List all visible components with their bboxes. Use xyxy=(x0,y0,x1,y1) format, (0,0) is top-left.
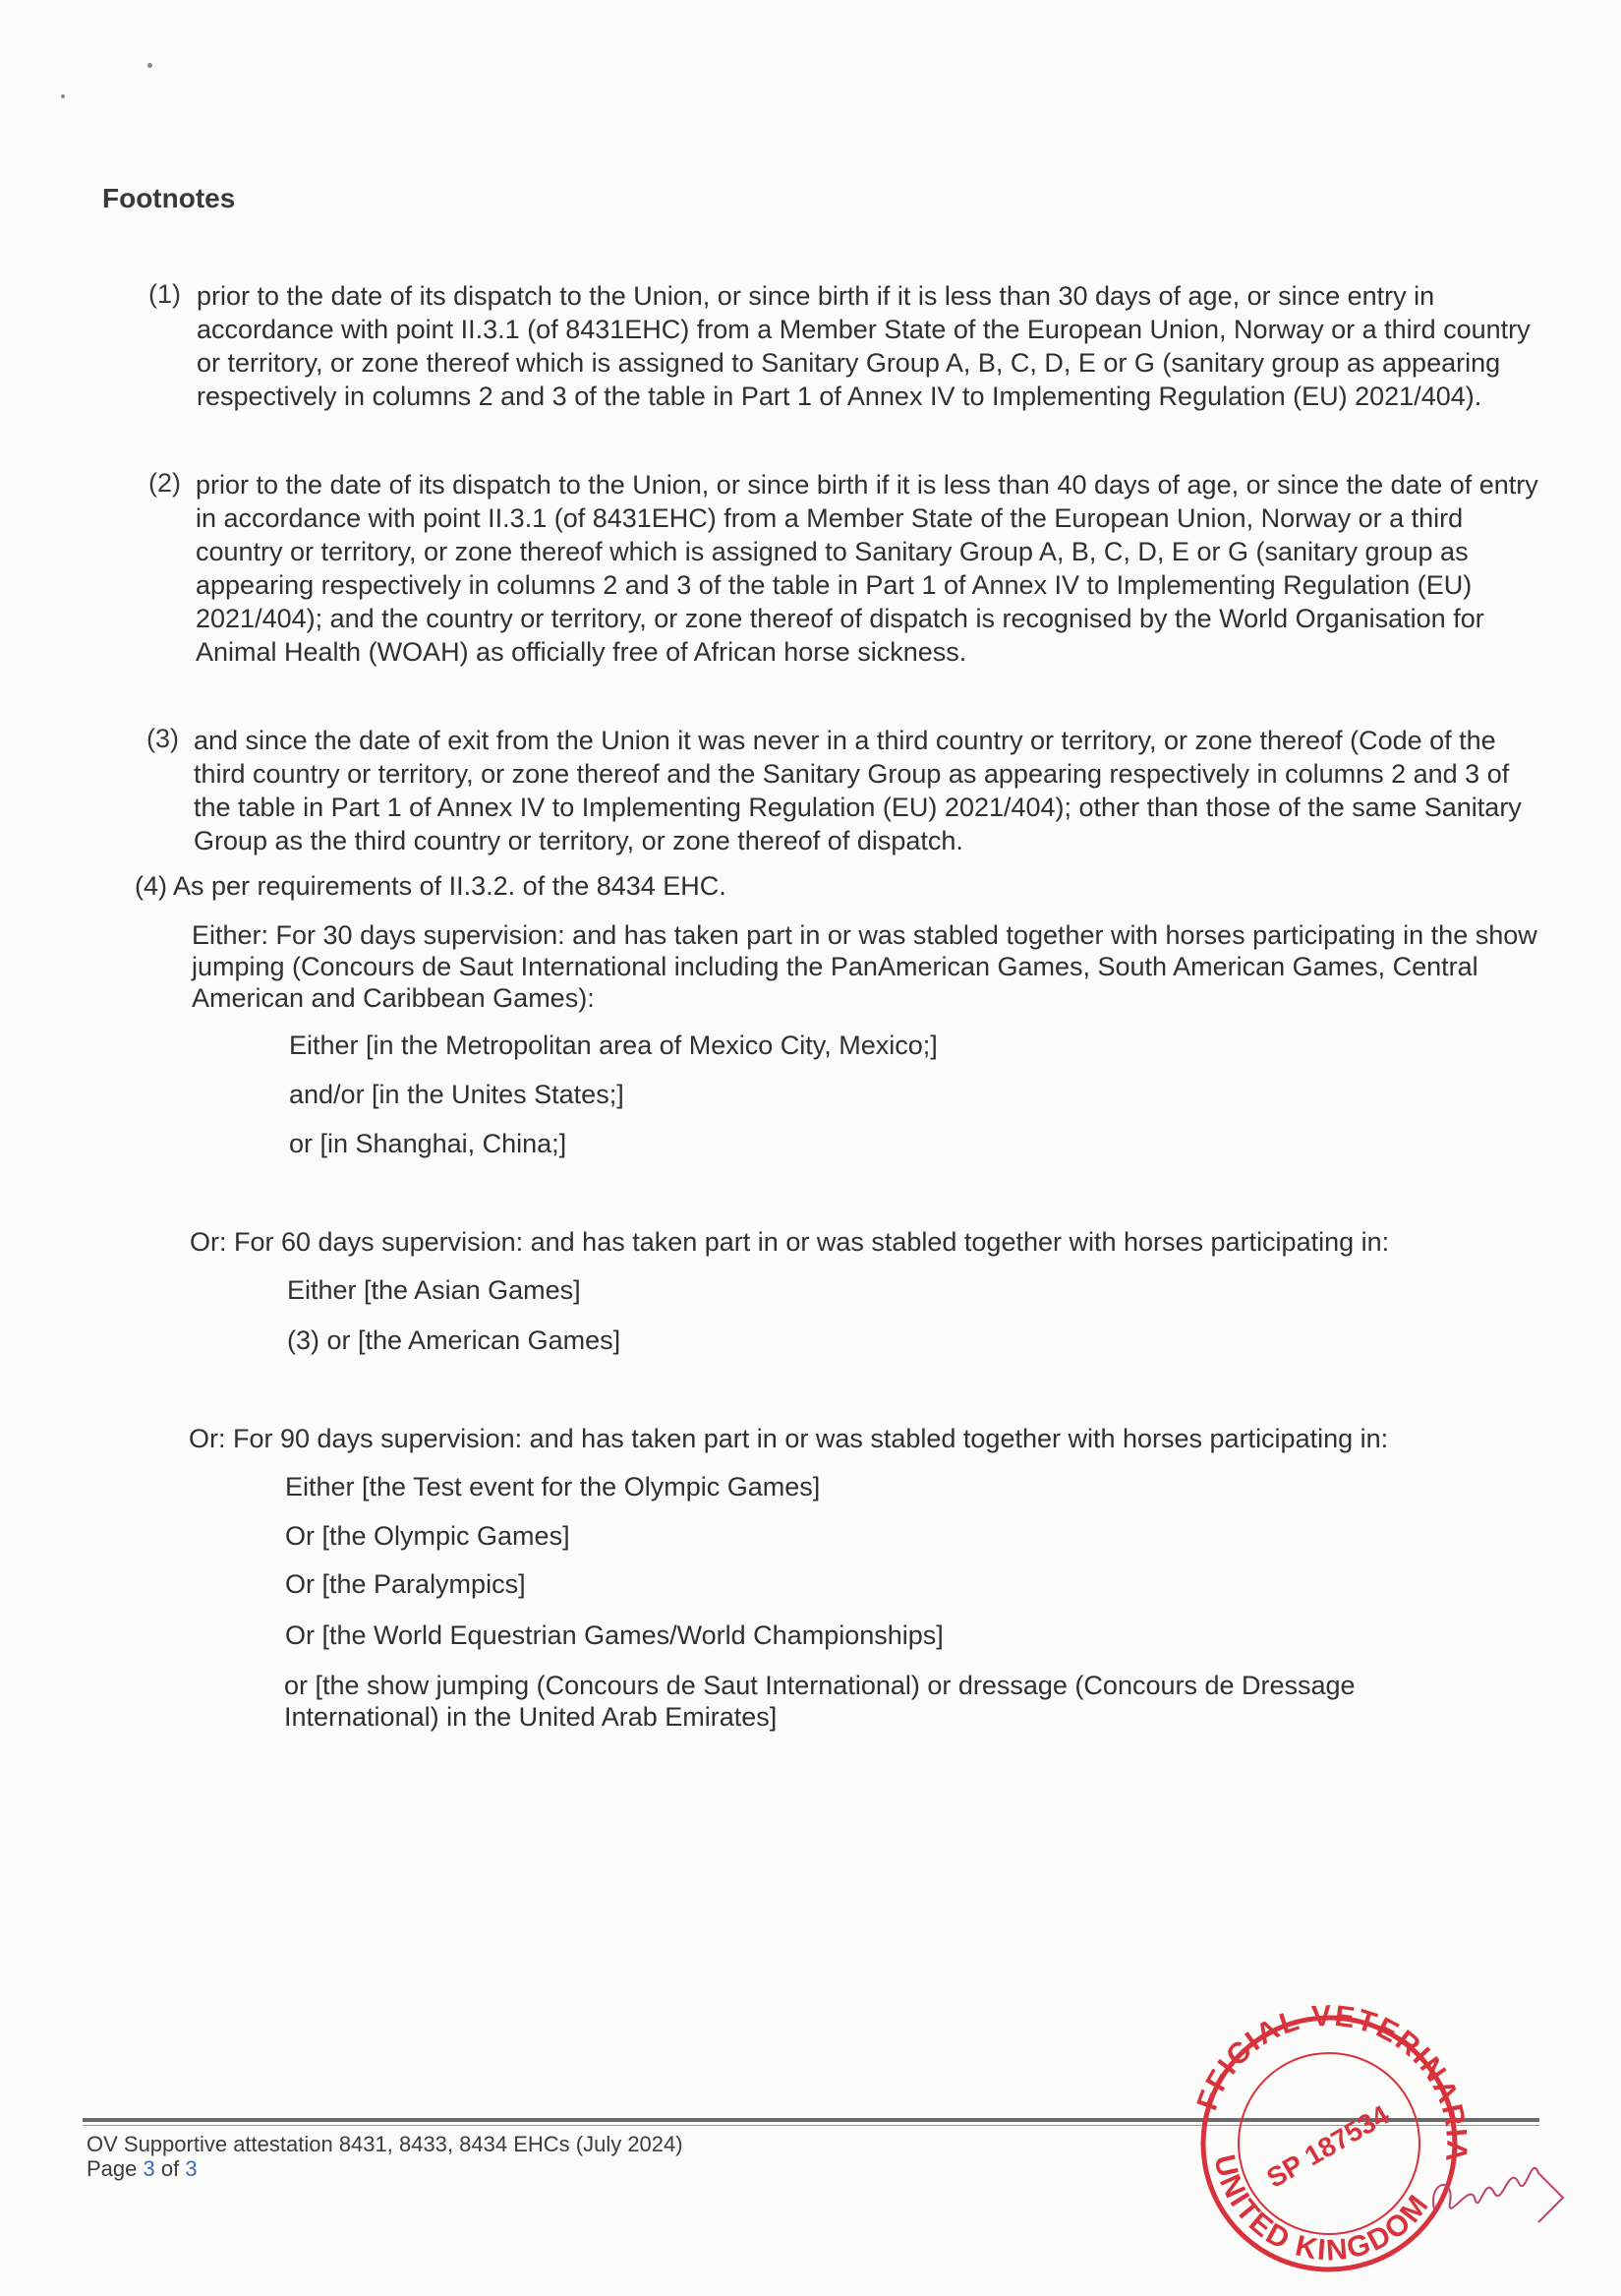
footnotes-heading: Footnotes xyxy=(102,183,236,213)
footnote-number: (1) xyxy=(148,279,181,309)
page-current: 3 xyxy=(143,2156,155,2181)
list-item: Either [the Asian Games] xyxy=(287,1275,581,1305)
list-item: or [the show jumping (Concours de Saut International) or dressage (Concours de Dressage International) in the United Arab Emirates] xyxy=(284,1671,1356,1732)
stamp-number: SP 187534 xyxy=(1261,2098,1395,2194)
list-item: or [in Shanghai, China;] xyxy=(289,1129,567,1158)
signature xyxy=(1416,2144,1573,2242)
list-item: Either [in the Metropolitan area of Mexico City, Mexico;] xyxy=(289,1030,938,1060)
stamp-bottom-text: UNITED KINGDOM xyxy=(1207,2151,1436,2267)
list-item: and/or [in the Unites States;] xyxy=(289,1080,624,1109)
list-item: (3) or [the American Games] xyxy=(287,1325,621,1355)
supervision-60-days: Or: For 60 days supervision: and has taken part in or was stabled together with horses participating in: xyxy=(190,1227,1390,1257)
official-veterinarian-stamp xyxy=(1182,1986,1476,2291)
footnote-text: and since the date of exit from the Union it was never in a third country or territory, or zone thereof (Code of the third country or territory, or zone thereof and the Sanitary Group as appearing respectively in columns 2 and 3 of the table in Part 1 of Annex IV to Implementing Regulation (EU) 2021/404); other than those of the same Sanitary Group as the third country or territory, or zone thereof of dispatch. xyxy=(194,726,1522,855)
page-prefix: Page xyxy=(87,2156,138,2181)
footnote-text: prior to the date of its dispatch to the Union, or since birth if it is less than 40 days of age, or since the date of entry in accordance with point II.3.1 (of 8431EHC) from a Member State of the European Union, Norway or a third country or territory, or zone thereof which is assigned to Sanitary Group A, B, C, D, E or G (sanitary group as appearing respectively in columns 2 and 3 of the table in Part 1 of Annex IV to Implementing Regulation (EU) 2021/404); and the country or territory, or zone thereof of dispatch is recognised by the World Organisation for Animal Health (WOAH) as officially free of African horse sickness. xyxy=(196,470,1538,667)
footnote-number: (3) xyxy=(146,724,179,753)
list-item: Either [the Test event for the Olympic Games] xyxy=(285,1472,821,1501)
footer-document-title: OV Supportive attestation 8431, 8433, 8434 EHCs (July 2024) xyxy=(87,2132,683,2156)
footnote-text: prior to the date of its dispatch to the Union, or since birth if it is less than 30 days of age, or since entry in accordance with point II.3.1 (of 8431EHC) from a Member State of the European Union, Norway or a third country or territory, or zone thereof which is assigned to Sanitary Group A, B, C, D, E or G (sanitary group as appearing respectively in columns 2 and 3 of the table in Part 1 of Annex IV to Implementing Regulation (EU) 2021/404). xyxy=(197,281,1531,411)
stamp-top-text: OFFICIAL VETERINARIAN xyxy=(1190,1999,1474,2165)
scan-speck xyxy=(147,63,152,68)
list-item: Or [the World Equestrian Games/World Championships] xyxy=(285,1620,944,1650)
footnote-4-title: (4) As per requirements of II.3.2. of the 8434 EHC. xyxy=(135,871,726,901)
list-item: Or [the Paralympics] xyxy=(285,1569,526,1599)
page-total: 3 xyxy=(185,2156,198,2181)
scan-speck xyxy=(61,94,65,98)
supervision-30-days: Either: For 30 days supervision: and has taken part in or was stabled together with horses participating in the show jumping (Concours de Saut International including the PanAmerican Games, South American Games, Central American and Caribbean Games): xyxy=(192,920,1537,1013)
footer-page-number xyxy=(87,2156,198,2182)
list-item: Or [the Olympic Games] xyxy=(285,1521,570,1551)
supervision-90-days: Or: For 90 days supervision: and has taken part in or was stabled together with horses participating in: xyxy=(189,1424,1389,1453)
page-of: of xyxy=(160,2156,180,2181)
footnote-number: (2) xyxy=(148,468,181,498)
